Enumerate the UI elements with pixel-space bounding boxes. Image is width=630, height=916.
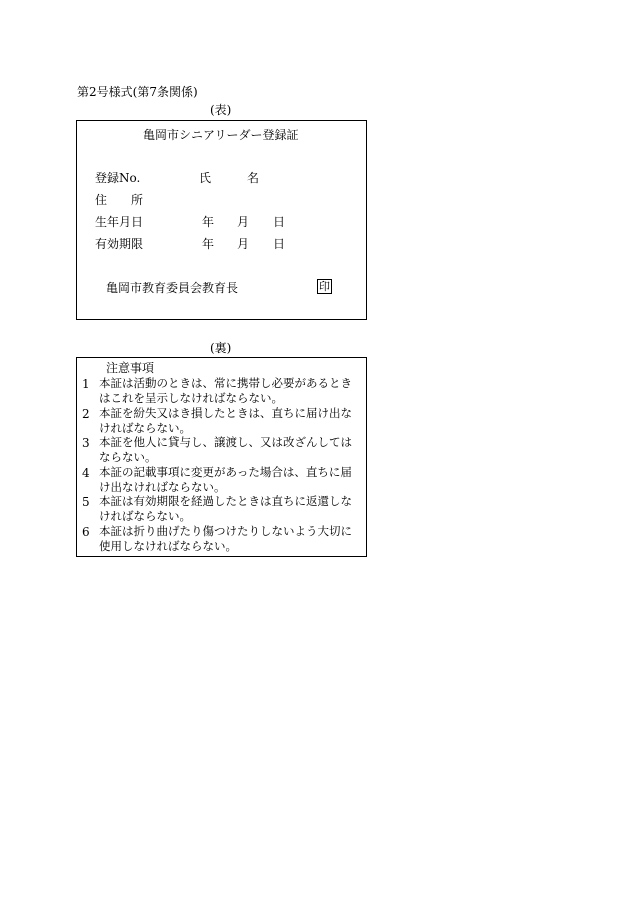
note-line: 本証を他人に貸与し、譲渡し、又は改ざんしては (99, 435, 352, 449)
note-line: ならない。 (99, 450, 157, 464)
registration-number-label: 登録No. (95, 171, 141, 185)
note-number: 5 (82, 495, 90, 509)
notes-heading: 注意事項 (106, 361, 155, 375)
valid-period-year-unit: 年 (202, 237, 215, 251)
note-number: 1 (82, 377, 90, 391)
valid-period-month-unit: 月 (237, 237, 250, 251)
issuer-name: 亀岡市教育委員会教育長 (106, 281, 239, 295)
note-number: 4 (82, 466, 90, 480)
note-line: はこれを呈示しなければならない。 (99, 391, 283, 405)
birth-date-label: 生年月日 (95, 215, 144, 229)
note-line: ければならない。 (99, 509, 191, 523)
back-side-caption: (裏) (210, 341, 232, 355)
note-line: 本証は折り曲げたり傷つけたりしないよう大切に (99, 524, 352, 538)
note-line: ければならない。 (99, 421, 191, 435)
note-line: 本証は活動のときは、常に携帯し必要があるとき (99, 376, 352, 390)
note-number: 2 (82, 407, 90, 421)
note-line: け出なければならない。 (99, 480, 226, 494)
valid-period-day-unit: 日 (273, 237, 286, 251)
note-number: 3 (82, 436, 90, 450)
birth-date-month-unit: 月 (237, 215, 250, 229)
front-side-caption: (表) (210, 103, 232, 117)
name-label: 氏 名 (199, 171, 260, 185)
birth-date-year-unit: 年 (202, 215, 215, 229)
note-line: 本証の記載事項に変更があった場合は、直ちに届 (99, 465, 352, 479)
note-number: 6 (82, 525, 90, 539)
seal-mark: 印 (319, 280, 330, 293)
form-number-label: 第2号様式(第7条関係) (77, 85, 198, 99)
card-title: 亀岡市シニアリーダー登録証 (143, 128, 299, 142)
address-label: 住 所 (95, 193, 144, 207)
birth-date-day-unit: 日 (273, 215, 286, 229)
note-line: 使用しなければならない。 (99, 539, 237, 553)
valid-period-label: 有効期限 (95, 237, 144, 251)
note-line: 本証は有効期限を経過したときは直ちに返還しな (99, 494, 352, 508)
note-line: 本証を紛失又はき損したときは、直ちに届け出な (99, 406, 352, 420)
